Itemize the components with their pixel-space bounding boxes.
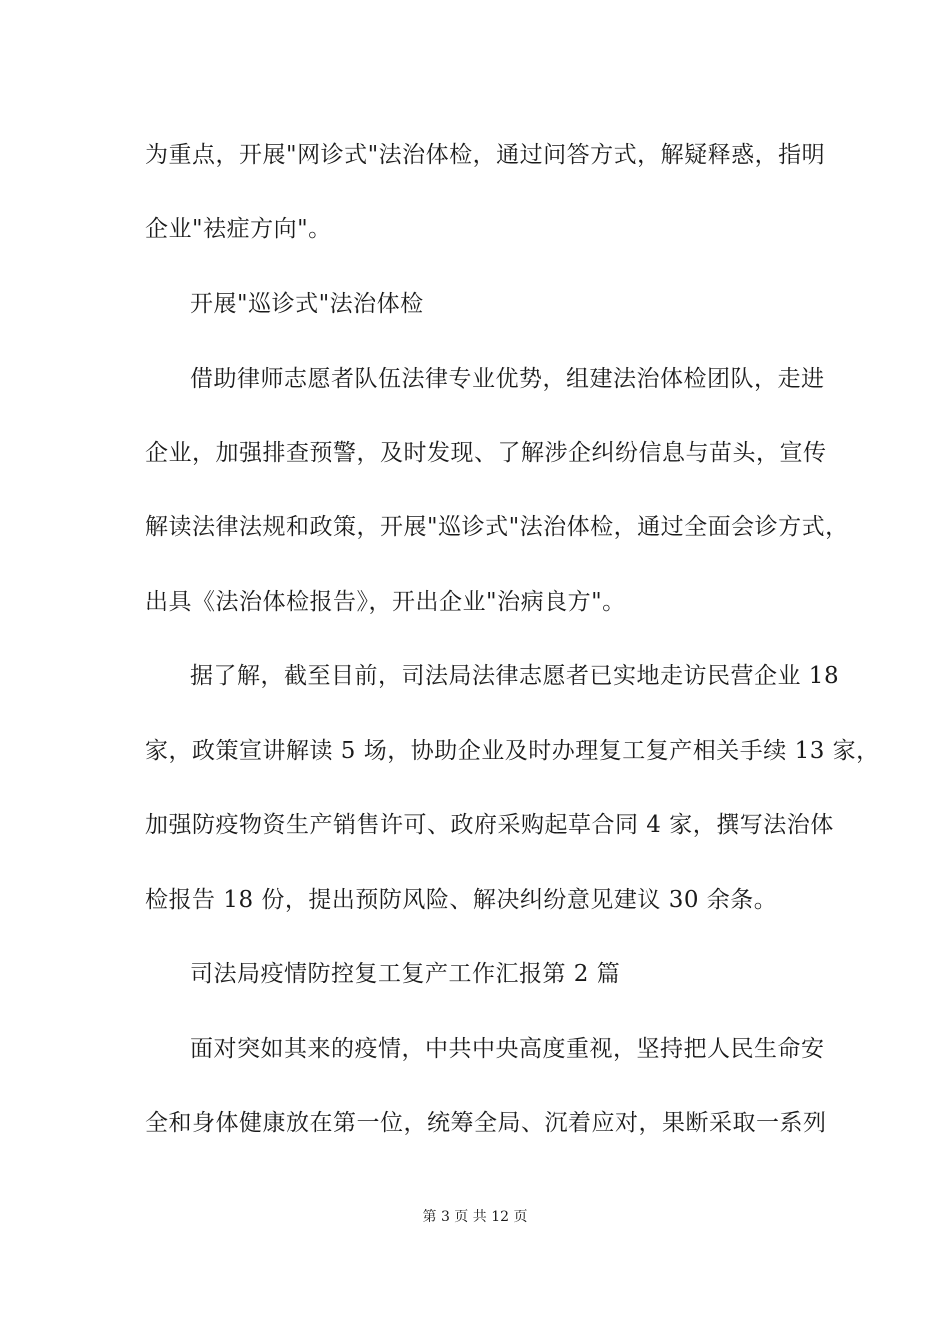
text-line: 企业，加强排查预警，及时发现、了解涉企纠纷信息与苗头，宣传 — [145, 440, 827, 466]
text-line: 企业"祛症方向"。 — [145, 216, 332, 242]
text-line: 为重点，开展"网诊式"法治体检，通过问答方式，解疑释惑，指明 — [145, 142, 826, 168]
text-line: 出具《法治体检报告》，开出企业"治病良方"。 — [145, 589, 626, 615]
text-line: 全和身体健康放在第一位，统筹全局、沉着应对，果断采取一系列 — [145, 1110, 827, 1136]
text-line: 面对突如其来的疫情，中共中央高度重视，坚持把人民生命安 — [190, 1036, 825, 1062]
section-heading: 开展"巡诊式"法治体检 — [190, 291, 424, 317]
text-line: 据了解，截至目前，司法局法律志愿者已实地走访民营企业 18 — [190, 663, 840, 689]
text-line: 解读法律法规和政策，开展"巡诊式"法治体检，通过全面会诊方式， — [145, 514, 849, 540]
text-line: 加强防疫物资生产销售许可、政府采购起草合同 4 家，撰写法治体 — [145, 812, 834, 838]
text-line: 借助律师志愿者队伍法律专业优势，组建法治体检团队，走进 — [190, 366, 825, 392]
text-line: 检报告 18 份，提出预防风险、解决纠纷意见建议 30 余条。 — [145, 887, 778, 913]
section-heading: 司法局疫情防控复工复产工作汇报第 2 篇 — [190, 961, 621, 987]
text-line: 家，政策宣讲解读 5 场，协助企业及时办理复工复产相关手续 13 家， — [145, 738, 880, 764]
page-number-footer: 第 3 页 共 12 页 — [422, 1209, 528, 1225]
